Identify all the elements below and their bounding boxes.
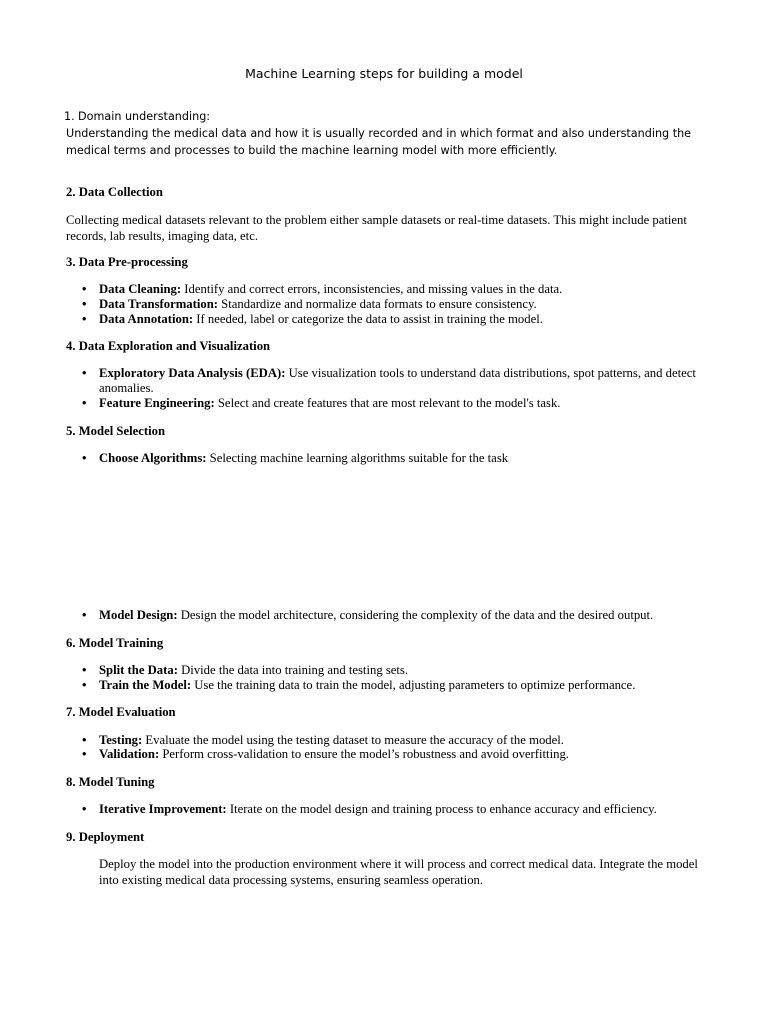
list-item-text: Perform cross-validation to ensure the model’s robustness and avoid overfitting. xyxy=(159,747,569,761)
section-1-title: Domain understanding: xyxy=(78,110,211,123)
list-item xyxy=(82,451,709,466)
bullet-icon: • xyxy=(82,297,87,311)
list-item-label: Validation: xyxy=(99,747,160,761)
list-item-label: Model Design: xyxy=(99,608,178,622)
list-item-label: Iterative Improvement: xyxy=(99,802,227,816)
list-item-label: Train the Model: xyxy=(99,678,192,692)
list-item-label: Choose Algorithms: xyxy=(99,451,207,465)
list-item xyxy=(82,747,709,762)
bullet-icon: • xyxy=(82,451,87,465)
list-item-label: Exploratory Data Analysis (EDA): xyxy=(99,366,286,380)
list-item xyxy=(82,733,709,748)
list-item-label: Feature Engineering: xyxy=(99,396,215,410)
list-item-text: Iterate on the model design and training process to enhance accuracy and efficiency. xyxy=(226,802,657,816)
section-9-paragraph: Deploy the model into the production environment where it will process and correct medical data. Integrate the model into existing medical data processing systems, ensuring seamless operation. xyxy=(99,857,698,887)
list-item xyxy=(82,297,709,312)
section-1-paragraph: Understanding the medical data and how it is usually recorded and in which format and also understanding the medical terms and processes to build the machine learning model with more efficiently. xyxy=(66,127,692,157)
list-item-label: Split the Data: xyxy=(99,663,178,677)
bullet-icon: • xyxy=(82,282,87,296)
section-6-heading: 6. Model Training xyxy=(66,636,164,650)
list-item-label: Data Transformation: xyxy=(99,297,218,311)
document-title: Machine Learning steps for building a model xyxy=(245,66,523,81)
bullet-icon: • xyxy=(82,312,87,326)
section-2-paragraph: Collecting medical datasets relevant to the problem either sample datasets or real-time datasets. This might include patient records, lab results, imaging data, etc. xyxy=(66,213,687,243)
list-item xyxy=(82,663,709,678)
bullet-icon: • xyxy=(82,608,87,622)
list-item-text: Use the training data to train the model, adjusting parameters to optimize performance. xyxy=(191,678,636,692)
list-item-text: Design the model architecture, considering the complexity of the data and the desired output. xyxy=(177,608,654,622)
list-item-text: Divide the data into training and testing sets. xyxy=(177,663,409,677)
list-item-label: Testing: xyxy=(99,733,143,747)
bullet-icon: • xyxy=(82,733,87,747)
section-1-heading xyxy=(64,110,211,123)
list-item-label: Data Cleaning: xyxy=(99,282,182,296)
section-9-heading: 9. Deployment xyxy=(66,830,145,844)
list-item-text: Standardize and normalize data formats to ensure consistency. xyxy=(218,297,537,311)
list-item xyxy=(82,608,709,623)
list-item-text: Select and create features that are most relevant to the model's task. xyxy=(214,396,561,410)
bullet-icon: • xyxy=(82,747,87,761)
list-item xyxy=(82,678,709,693)
bullet-icon: • xyxy=(82,396,87,410)
list-item-text: Use visualization tools to understand data distributions, spot patterns, and detect anomalies. xyxy=(99,366,696,395)
bullet-icon: • xyxy=(82,802,87,816)
list-item xyxy=(82,802,709,817)
section-4-heading: 4. Data Exploration and Visualization xyxy=(66,339,271,353)
bullet-icon: • xyxy=(82,366,87,380)
bullet-icon: • xyxy=(82,663,87,677)
list-item xyxy=(82,366,709,396)
list-item-text: If needed, label or categorize the data to assist in training the model. xyxy=(193,312,543,326)
list-item-text: Identify and correct errors, inconsistencies, and missing values in the data. xyxy=(181,282,563,296)
section-2-heading: 2. Data Collection xyxy=(66,185,163,199)
bullet-icon: • xyxy=(82,678,87,692)
list-item-text: Evaluate the model using the testing dataset to measure the accuracy of the model. xyxy=(142,733,564,747)
section-5-heading: 5. Model Selection xyxy=(66,424,166,438)
list-item-text: Selecting machine learning algorithms suitable for the task xyxy=(206,451,509,465)
list-item xyxy=(82,312,709,327)
section-1-number: 1. xyxy=(64,110,75,123)
section-8-heading: 8. Model Tuning xyxy=(66,775,155,789)
list-item-label: Data Annotation: xyxy=(99,312,194,326)
list-item xyxy=(82,396,709,411)
section-7-heading: 7. Model Evaluation xyxy=(66,705,176,719)
list-item xyxy=(82,282,709,297)
section-3-heading: 3. Data Pre-processing xyxy=(66,255,188,269)
